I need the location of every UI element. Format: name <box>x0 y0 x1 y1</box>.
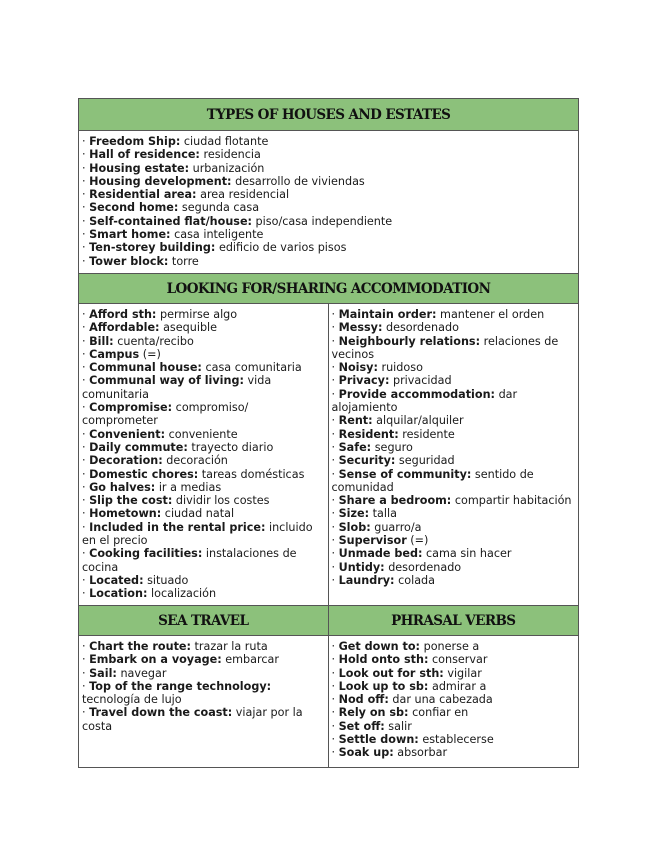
vocab-definition: dar alojamiento <box>331 387 518 415</box>
types-header: TYPES OF HOUSES AND ESTATES <box>79 99 578 131</box>
vocab-term: Daily commute: <box>89 440 188 454</box>
vocab-term: Sail: <box>89 666 117 680</box>
vocab-item: · Convenient: conveniente <box>82 427 238 441</box>
vocab-item: · Resident: residente <box>331 427 455 441</box>
vocab-definition: admirar a <box>428 679 487 693</box>
looking-box <box>79 304 578 605</box>
vocab-definition: conservar <box>428 653 488 667</box>
vocab-item: · Chart the route: trazar la ruta <box>82 640 268 653</box>
vocab-definition: edificio de varios pisos <box>215 241 347 255</box>
vocab-definition: sentido de comunidad <box>331 467 534 494</box>
vocab-definition: desarrollo de viviendas <box>231 174 365 188</box>
vocab-item: · Sail: navegar <box>82 666 167 680</box>
vocab-item: · Neighbourly relations: relaciones de vecinos <box>331 334 559 361</box>
sea-header: SEA TRAVEL <box>79 605 329 636</box>
vocab-definition: ciudad natal <box>161 507 235 521</box>
vocab-term: Embark on a voyage: <box>89 653 222 667</box>
vocab-item: · Communal way of living: vida comunitaria <box>82 374 272 401</box>
vocab-item: · Nod off: dar una cabezada <box>331 693 493 707</box>
vocab-item: · Included in the rental price: incluido en el precio <box>82 520 313 548</box>
vocab-term: Look out for sth: <box>338 666 444 680</box>
vocab-definition: absorbar <box>393 746 448 760</box>
phrasal-header: PHRASAL VERBS <box>329 605 579 636</box>
vocab-item: · Affordable: asequible <box>82 321 218 335</box>
vocab-term: Residential area: <box>89 188 197 202</box>
vocab-item: · Rent: alquilar/alquiler <box>331 414 464 428</box>
vocab-term: Cooking facilities: <box>89 547 203 561</box>
vocab-item: · Residential area: area residencial <box>82 188 290 202</box>
vocab-term: Rent: <box>338 414 373 428</box>
vocab-definition: piso/casa independiente <box>252 214 393 228</box>
vocab-definition: seguridad <box>395 454 455 468</box>
vocab-definition: vigilar <box>443 666 482 680</box>
vocab-definition: incluido en el precio <box>82 520 313 548</box>
vocab-term: Slip the cost: <box>89 494 173 508</box>
vocab-definition: asequible <box>159 321 218 335</box>
vocab-term: Decoration: <box>89 454 163 468</box>
vocab-item: · Slip the cost: dividir los costes <box>82 494 270 508</box>
vocab-item: · Supervisor (=) <box>331 534 429 548</box>
vocab-term: Communal house: <box>89 361 202 375</box>
vocab-term: Housing development: <box>89 174 232 188</box>
vocab-item: · Look up to sb: admirar a <box>331 679 487 693</box>
vocab-term: Hold onto sth: <box>338 653 429 667</box>
vocab-definition: navegar <box>116 666 167 680</box>
vocab-definition: residencia <box>199 148 261 162</box>
looking-header: LOOKING FOR/SHARING ACCOMMODATION <box>79 273 578 304</box>
vocab-term: Noisy: <box>338 361 378 375</box>
vocab-item: · Sense of community: sentido de comunidad <box>331 467 534 494</box>
vocab-definition: situado <box>143 573 189 587</box>
vocab-definition: vida comunitaria <box>82 374 272 401</box>
vocab-definition: embarcar <box>221 653 279 667</box>
vocab-term: Compromise: <box>89 401 173 415</box>
vocab-term: Supervisor <box>338 534 407 548</box>
vocab-term: Self-contained flat/house: <box>89 214 252 228</box>
vocab-item: · Security: seguridad <box>331 454 455 468</box>
vocab-item: · Cooking facilities: instalaciones de cocina <box>82 547 297 574</box>
vocab-term: Afford sth: <box>89 308 157 321</box>
vocab-item: · Unmade bed: cama sin hacer <box>331 547 512 561</box>
vocab-definition: residente <box>398 427 455 441</box>
vocab-term: Convenient: <box>89 427 166 441</box>
vocab-term: Laundry: <box>338 573 395 587</box>
bottom-box <box>79 636 578 767</box>
vocab-item: · Ten-storey building: edificio de varios pisos <box>82 241 347 255</box>
vocab-definition: guarro/a <box>370 520 422 534</box>
vocab-definition: viajar por la costa <box>82 706 303 733</box>
vocab-item: · Messy: desordenado <box>331 321 459 335</box>
vocab-term: Travel down the coast: <box>89 706 233 720</box>
vocab-item: · Look out for sth: vigilar <box>331 666 482 680</box>
vocab-item: · Decoration: decoración <box>82 454 228 468</box>
vocab-term: Set off: <box>338 719 385 733</box>
vocab-item: · Share a bedroom: compartir habitación <box>331 494 572 508</box>
vocab-definition: casa comunitaria <box>201 361 302 375</box>
vocab-definition: casa inteligente <box>170 228 264 242</box>
vocab-term: Share a bedroom: <box>338 494 452 508</box>
vocab-term: Messy: <box>338 321 383 335</box>
vocab-term: Location: <box>89 587 148 601</box>
vocab-term: Go halves: <box>89 480 156 494</box>
vocab-term: Slob: <box>338 520 371 534</box>
looking-right-column <box>329 304 579 605</box>
vocab-term: Nod off: <box>338 693 389 707</box>
vocab-term: Get down to: <box>338 640 421 653</box>
vocab-item: · Privacy: privacidad <box>331 374 452 388</box>
vocab-term: Located: <box>89 573 144 587</box>
vocab-item: · Rely on sb: confiar en <box>331 706 469 720</box>
vocab-term: Freedom Ship: <box>89 135 181 148</box>
vocab-item: · Campus (=) <box>82 347 161 361</box>
vocab-definition: colada <box>394 573 436 587</box>
vocab-item: · Safe: seguro <box>331 440 413 454</box>
vocab-definition: dividir los costes <box>172 494 270 508</box>
vocab-item: · Housing estate: urbanización <box>82 161 265 175</box>
vocab-item: · Daily commute: trayecto diario <box>82 440 274 454</box>
vocab-term: Tower block: <box>89 254 169 268</box>
looking-left-column <box>79 304 329 605</box>
vocab-item: · Located: situado <box>82 573 189 587</box>
vocab-definition: torre <box>168 254 199 268</box>
vocab-item: · Soak up: absorbar <box>331 746 448 760</box>
vocab-term: Affordable: <box>89 321 160 335</box>
vocab-definition: conveniente <box>165 427 238 441</box>
vocab-definition: permirse algo <box>156 308 238 321</box>
vocab-term: Domestic chores: <box>89 467 199 481</box>
sea-list <box>79 636 328 737</box>
vocab-definition: establecerse <box>418 733 494 747</box>
vocab-term: Chart the route: <box>89 640 191 653</box>
vocab-item: · Communal house: casa comunitaria <box>82 361 302 375</box>
vocab-item: · Hometown: ciudad natal <box>82 507 235 521</box>
vocab-item: · Housing development: desarrollo de viviendas <box>82 174 365 188</box>
vocab-term: Privacy: <box>338 374 390 388</box>
vocab-definition: ir a medias <box>155 480 222 494</box>
vocab-definition: seguro <box>371 440 413 454</box>
vocab-term: Size: <box>338 507 370 521</box>
vocab-item: · Provide accommodation: dar alojamiento <box>331 387 518 415</box>
vocab-definition: talla <box>369 507 397 521</box>
vocab-term: Hall of residence: <box>89 148 200 162</box>
vocab-item: · Travel down the coast: viajar por la costa <box>82 706 303 733</box>
vocab-definition: (=) <box>139 347 161 361</box>
vocab-definition: cuenta/recibo <box>113 334 194 348</box>
vocab-item: · Go halves: ir a medias <box>82 480 222 494</box>
vocab-item: · Maintain order: mantener el orden <box>331 308 545 321</box>
bottom-headers <box>79 605 578 636</box>
vocab-definition: trayecto diario <box>187 440 274 454</box>
vocab-definition: ruidoso <box>377 361 423 375</box>
vocab-definition: (=) <box>406 534 429 548</box>
vocab-definition: instalaciones de cocina <box>82 547 297 574</box>
vocab-item: · Settle down: establecerse <box>331 733 494 747</box>
sea-column <box>79 636 329 767</box>
vocab-item: · Tower block: torre <box>82 254 199 268</box>
vocab-term: Ten-storey building: <box>89 241 216 255</box>
vocab-item: · Location: localización <box>82 587 217 601</box>
vocab-definition: salir <box>384 719 412 733</box>
vocab-definition: trazar la ruta <box>190 640 268 653</box>
vocab-term: Look up to sb: <box>338 679 429 693</box>
looking-right-list <box>329 304 579 591</box>
vocab-term: Resident: <box>338 427 399 441</box>
vocab-term: Safe: <box>338 440 372 454</box>
vocab-definition: mantener el orden <box>436 308 545 321</box>
vocab-definition: cama sin hacer <box>422 547 512 561</box>
vocab-definition: alquilar/alquiler <box>372 414 464 428</box>
vocab-term: Hometown: <box>89 507 162 521</box>
types-list <box>79 131 578 272</box>
vocab-definition: tareas domésticas <box>198 467 305 481</box>
looking-left-list <box>79 304 328 605</box>
vocab-definition: area residencial <box>196 188 290 202</box>
vocab-definition: desordenado <box>382 321 459 335</box>
vocab-item: · Set off: salir <box>331 719 412 733</box>
vocab-term: Communal way of living: <box>89 374 244 388</box>
vocab-term: Unmade bed: <box>338 547 423 561</box>
vocab-term: Smart home: <box>89 228 171 242</box>
vocab-term: Housing estate: <box>89 161 190 175</box>
vocab-item: · Freedom Ship: ciudad flotante <box>82 135 269 148</box>
vocab-item: · Smart home: casa inteligente <box>82 228 264 242</box>
vocab-term: Neighbourly relations: <box>338 334 481 348</box>
vocab-item: · Hall of residence: residencia <box>82 148 261 162</box>
vocab-term: Sense of community: <box>338 467 472 481</box>
vocab-term: Included in the rental price: <box>89 520 266 534</box>
vocab-term: Top of the range technology: <box>89 679 272 693</box>
vocab-definition: segunda casa <box>178 201 260 215</box>
vocab-term: Bill: <box>89 334 114 348</box>
vocab-definition: desordenado <box>384 560 462 574</box>
vocab-definition: compromiso/ comprometer <box>82 401 249 428</box>
vocab-item: · Slob: guarro/a <box>331 520 422 534</box>
vocab-definition: dar una cabezada <box>388 693 493 707</box>
vocab-item: · Hold onto sth: conservar <box>331 653 488 667</box>
vocab-item: · Untidy: desordenado <box>331 560 462 574</box>
vocabulary-sheet <box>78 98 579 768</box>
vocab-term: Second home: <box>89 201 179 215</box>
vocab-term: Rely on sb: <box>338 706 409 720</box>
vocab-definition: decoración <box>162 454 228 468</box>
vocab-item: · Self-contained flat/house: piso/casa independiente <box>82 214 393 228</box>
vocab-definition: compartir habitación <box>451 494 572 508</box>
vocab-item: · Noisy: ruidoso <box>331 361 423 375</box>
vocab-item: · Size: talla <box>331 507 397 521</box>
vocab-definition: privacidad <box>389 374 452 388</box>
vocab-term: Campus <box>89 347 140 361</box>
types-box <box>79 131 578 273</box>
vocab-item: · Domestic chores: tareas domésticas <box>82 467 305 481</box>
vocab-item: · Compromise: compromiso/ comprometer <box>82 401 249 428</box>
vocab-definition: tecnología de lujo <box>82 693 182 707</box>
vocab-item: · Second home: segunda casa <box>82 201 260 215</box>
vocab-term: Security: <box>338 454 396 468</box>
vocab-term: Soak up: <box>338 746 394 760</box>
vocab-item: · Laundry: colada <box>331 573 436 587</box>
vocab-term: Provide accommodation: <box>338 387 496 401</box>
vocab-term: Settle down: <box>338 733 419 747</box>
vocab-definition: localización <box>147 587 217 601</box>
vocab-item: · Get down to: ponerse a <box>331 640 480 653</box>
phrasal-list <box>329 636 579 764</box>
vocab-definition: urbanización <box>189 161 265 175</box>
vocab-item: · Afford sth: permirse algo <box>82 308 238 321</box>
vocab-item: · Embark on a voyage: embarcar <box>82 653 279 667</box>
vocab-term: Maintain order: <box>338 308 437 321</box>
vocab-definition: ponerse a <box>420 640 480 653</box>
vocab-item: · Bill: cuenta/recibo <box>82 334 194 348</box>
vocab-term: Untidy: <box>338 560 385 574</box>
phrasal-column <box>329 636 579 767</box>
vocab-definition: relaciones de vecinos <box>331 334 559 361</box>
vocab-item: · Top of the range technology: tecnología de lujo <box>82 679 272 707</box>
vocab-definition: confiar en <box>408 706 469 720</box>
vocab-definition: ciudad flotante <box>180 135 269 148</box>
